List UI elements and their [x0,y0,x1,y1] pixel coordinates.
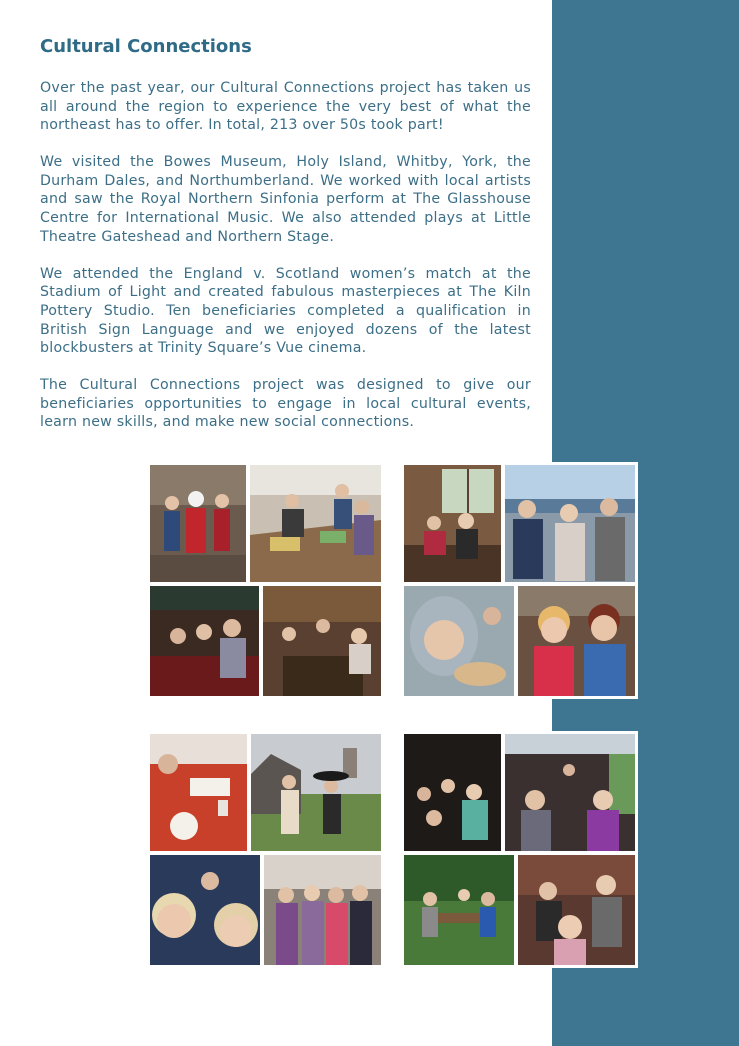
photo-group-standing [264,855,381,965]
photo-theatre-audience [150,586,259,696]
paragraph-intro: Over the past year, our Cultural Connections project has taken us all around the region to experience the very best of what the northeast has to offer. In total, 213 over 50s took part! [40,80,531,134]
photo-collage-1 [147,462,384,699]
photo-collage-4 [401,731,638,968]
paragraph-purpose: The Cultural Connections project was designed to give our beneficiaries opportunities to engage in local cultural events, learn new skills, and make new social connections. [40,377,531,431]
photo-coach-selfie [150,855,260,965]
photo-coach-interior [505,734,635,851]
photo-christmas-group [150,465,246,582]
photo-pub-visit [404,465,501,582]
body-text [40,79,531,451]
photo-picnic-garden [404,855,514,965]
photo-painting-class [150,734,247,851]
paragraph-visits: We visited the Bowes Museum, Holy Island, Whitby, York, the Durham Dales, and Northumberland. We worked with local artists and saw the Royal Northern Sinfonia perform at The Glasshouse Centre for International Music. We also attended plays at Little Theatre Gateshead and Northern Stage. [40,154,531,245]
section-title: Cultural Connections [40,36,252,57]
photo-castle-ruins [251,734,381,851]
photo-collage-3 [147,731,384,968]
photo-cafe-group [263,586,381,696]
paragraph-activities: We attended the England v. Scotland women’s match at the Stadium of Light and created fabulous masterpieces at The Kiln Pottery Studio. Ten beneficiaries completed a qualification in British Sign Language and we enjoyed dozens of the latest blockbusters at Trinity Square’s Vue cinema. [40,265,531,357]
photo-collage-2 [401,462,638,699]
photo-seaside-trio [505,465,635,582]
photo-theatre-seats [404,734,501,851]
photo-craft-table [250,465,381,582]
photo-indoor-group [518,855,635,965]
photo-ice-cream-duo [518,586,635,696]
photo-hooded-woman [404,586,514,696]
